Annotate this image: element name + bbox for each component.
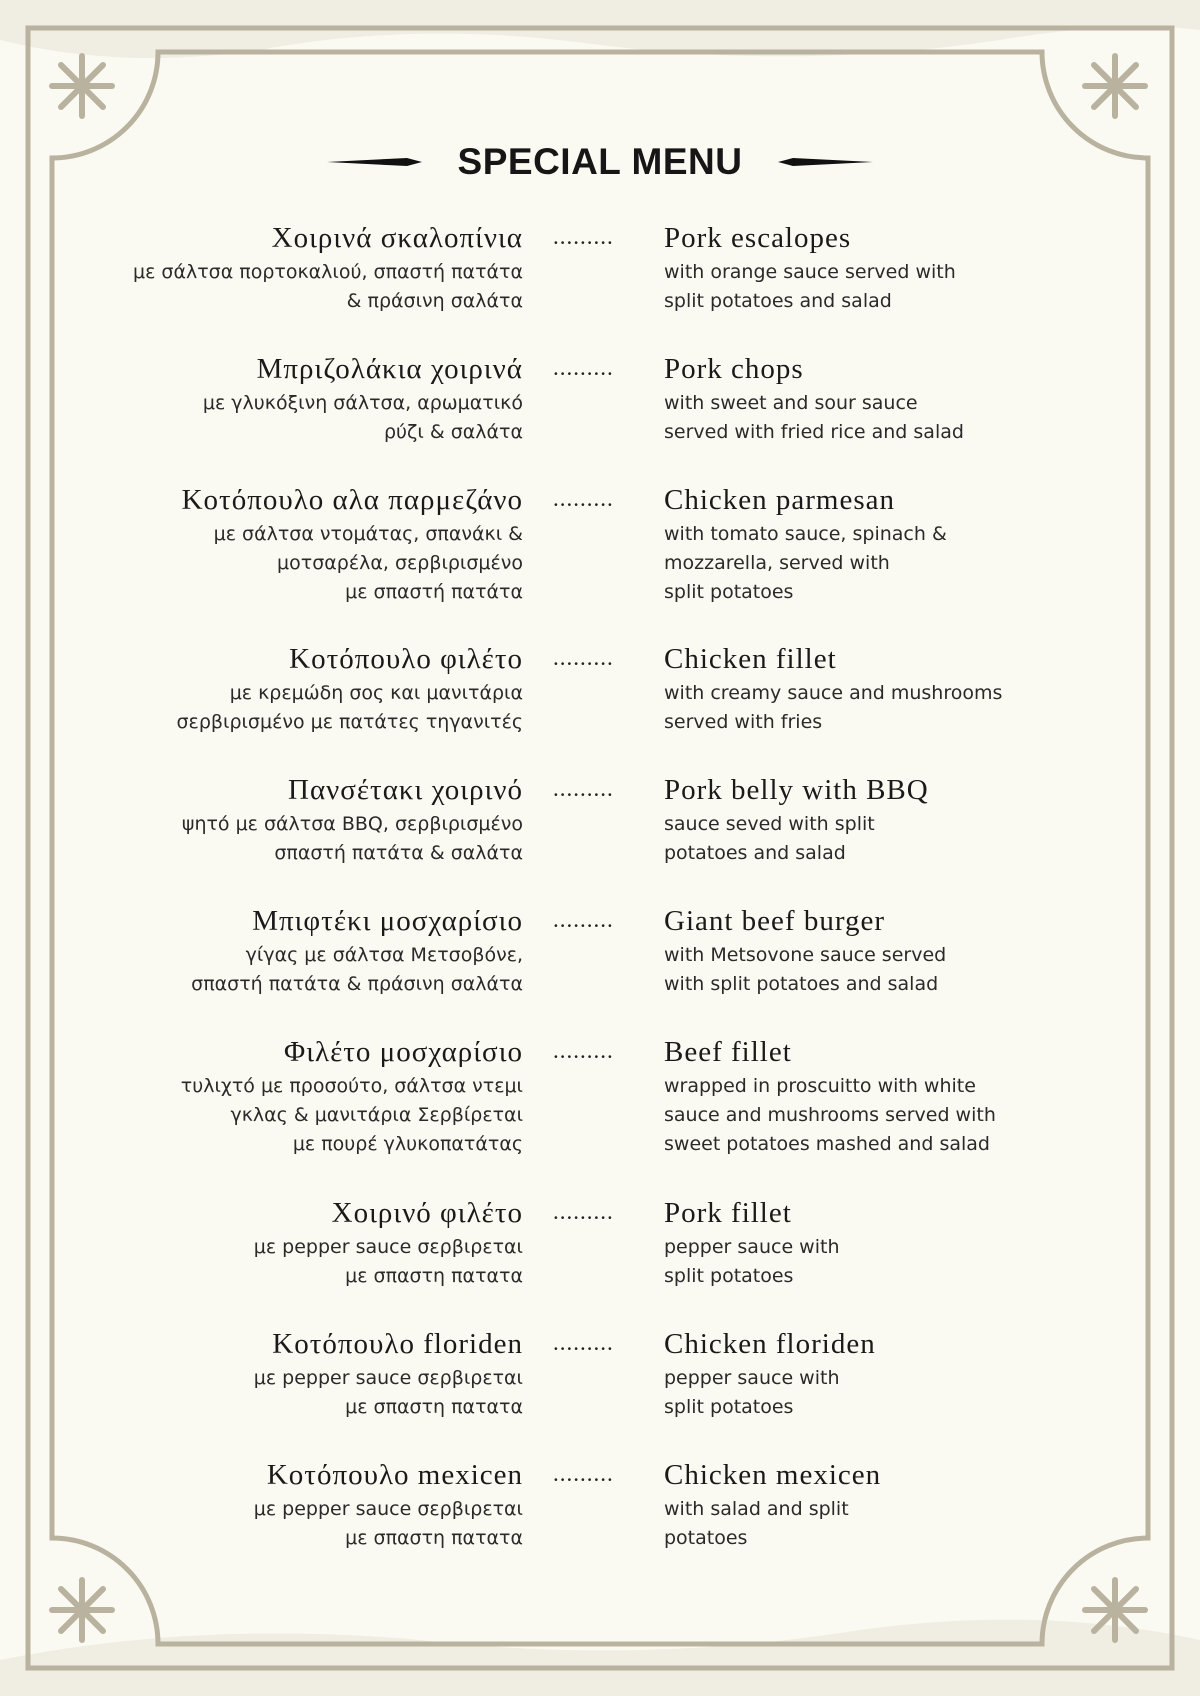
description-line: split potatoes [664,1396,794,1418]
english-dish-description [664,1233,1084,1291]
asterisk-corner-icon [1085,56,1145,116]
dot-leader: ......... [553,645,614,670]
greek-dish-description [63,810,523,868]
greek-dish-name: Κοτόπουλο φιλέτο [289,643,523,675]
dot-leader: ......... [553,907,614,932]
description-line: με pepper sauce σερβιρεται [253,1236,523,1258]
description-line: με κρεμώδη σος και μανιτάρια [229,682,523,704]
description-line: wrapped in proscuitto with white [664,1075,976,1097]
greek-column [63,1326,523,1422]
english-dish-name: Pork escalopes [664,222,852,254]
greek-dish-description [63,1072,523,1159]
greek-column [63,641,523,737]
english-column [664,1457,1084,1553]
description-line: potatoes and salad [664,842,846,864]
greek-column [63,1457,523,1553]
description-line: mozzarella, served with [664,552,890,574]
description-line: σπαστή πατάτα & σαλάτα [274,842,523,864]
description-line: with orange sauce served with [664,261,956,283]
english-column [664,482,1084,607]
greek-column [63,1034,523,1159]
description-line: με σάλτσα πορτοκαλιού, σπαστή πατάτα [133,261,523,283]
greek-dish-description [63,1233,523,1291]
greek-dish-name: Μπριζολάκια χοιρινά [256,353,523,385]
description-line: με pepper sauce σερβιρεται [253,1498,523,1520]
greek-dish-description [63,1364,523,1422]
english-dish-description [664,1495,1084,1553]
description-line: with salad and split [664,1498,849,1520]
description-line: sauce and mushrooms served with [664,1104,996,1126]
english-column [664,351,1084,447]
greek-dish-description [63,258,523,316]
greek-dish-description [63,679,523,737]
dot-leader: ......... [553,776,614,801]
description-line: με σπαστη πατατα [345,1265,523,1287]
english-column [664,1034,1084,1159]
english-column [664,903,1084,999]
english-column [664,641,1084,737]
english-dish-description [664,810,1084,868]
greek-dish-name: Πανσέτακι χοιρινό [288,774,523,806]
description-line: pepper sauce with [664,1236,840,1258]
arrow-ornament-right [778,155,873,169]
greek-dish-name: Χοιρινό φιλέτο [331,1197,523,1229]
asterisk-corner-icon [52,1580,112,1640]
greek-dish-description [63,1495,523,1553]
greek-column [63,482,523,607]
description-line: με pepper sauce σερβιρεται [253,1367,523,1389]
description-line: σερβιρισμένο με πατάτες τηγανιτές [176,711,523,733]
greek-dish-description [63,520,523,607]
description-line: sweet potatoes mashed and salad [664,1133,990,1155]
dot-leader: ......... [553,355,614,380]
description-line: με σπαστη πατατα [345,1396,523,1418]
english-dish-description [664,389,1084,447]
english-column [664,1326,1084,1422]
english-dish-description [664,1364,1084,1422]
greek-dish-name: Κοτόπουλο αλα παρμεζάνο [181,484,523,516]
english-column [664,220,1084,316]
description-line: with tomato sauce, spinach & [664,523,947,545]
dot-leader: ......... [553,486,614,511]
description-line: served with fried rice and salad [664,421,964,443]
description-line: με σπαστη πατατα [345,1527,523,1549]
greek-dish-name: Μπιφτέκι μοσχαρίσιο [252,905,523,937]
description-line: split potatoes [664,1265,794,1287]
dot-leader: ......... [553,1461,614,1486]
description-line: & πράσινη σαλάτα [346,290,523,312]
greek-dish-description [63,941,523,999]
description-line: with Metsovone sauce served [664,944,947,966]
description-line: γίγας με σάλτσα Μετσοβόνε, [245,944,523,966]
description-line: τυλιχτό με προσούτο, σάλτσα ντεμι [180,1075,523,1097]
english-dish-description [664,679,1084,737]
description-line: sauce seved with split [664,813,875,835]
greek-dish-name: Φιλέτο μοσχαρίσιο [284,1036,523,1068]
english-dish-name: Giant beef burger [664,905,885,937]
description-line: ψητό με σάλτσα BBQ, σερβιρισμένο [181,813,523,835]
english-dish-name: Pork chops [664,353,804,385]
description-line: split potatoes and salad [664,290,892,312]
greek-dish-name: Κοτόπουλο mexicen [266,1459,523,1491]
english-dish-name: Beef fillet [664,1036,792,1068]
english-dish-name: Chicken fillet [664,643,837,675]
description-line: pepper sauce with [664,1367,840,1389]
english-dish-description [664,520,1084,607]
dot-leader: ......... [553,1330,614,1355]
greek-column [63,1195,523,1291]
description-line: με σπαστή πατάτα [345,581,523,603]
description-line: with creamy sauce and mushrooms [664,682,1003,704]
dot-leader: ......... [553,1038,614,1063]
description-line: με πουρέ γλυκοπατάτας [292,1133,523,1155]
english-dish-description [664,941,1084,999]
english-dish-name: Pork belly with BBQ [664,774,929,806]
asterisk-corner-icon [52,56,112,116]
greek-column [63,220,523,316]
greek-dish-name: Κοτόπουλο floriden [272,1328,523,1360]
description-line: served with fries [664,711,823,733]
english-dish-name: Chicken parmesan [664,484,896,516]
description-line: ρύζι & σαλάτα [383,421,523,443]
page-title: SPECIAL MENU [457,141,743,182]
asterisk-corner-icon [1085,1580,1145,1640]
english-dish-description [664,1072,1084,1159]
description-line: with sweet and sour sauce [664,392,918,414]
english-dish-name: Pork fillet [664,1197,792,1229]
description-line: σπαστή πατάτα & πράσινη σαλάτα [191,973,523,995]
greek-dish-description [63,389,523,447]
english-dish-name: Chicken floriden [664,1328,876,1360]
dot-leader: ......... [553,224,614,249]
english-dish-description [664,258,1084,316]
description-line: μοτσαρέλα, σερβιρισμένο [277,552,523,574]
english-column [664,1195,1084,1291]
description-line: with split potatoes and salad [664,973,939,995]
description-line: split potatoes [664,581,794,603]
dot-leader: ......... [553,1199,614,1224]
title-row [0,132,1200,192]
greek-column [63,903,523,999]
description-line: γκλας & μανιτάρια Σερβίρεται [230,1104,523,1126]
greek-dish-name: Χοιρινά σκαλοπίνια [271,222,523,254]
description-line: potatoes [664,1527,748,1549]
description-line: με γλυκόξινη σάλτσα, αρωματικό [202,392,523,414]
english-dish-name: Chicken mexicen [664,1459,882,1491]
greek-column [63,351,523,447]
description-line: με σάλτσα ντομάτας, σπανάκι & [213,523,523,545]
english-column [664,772,1084,868]
arrow-ornament-left [327,155,422,169]
greek-column [63,772,523,868]
